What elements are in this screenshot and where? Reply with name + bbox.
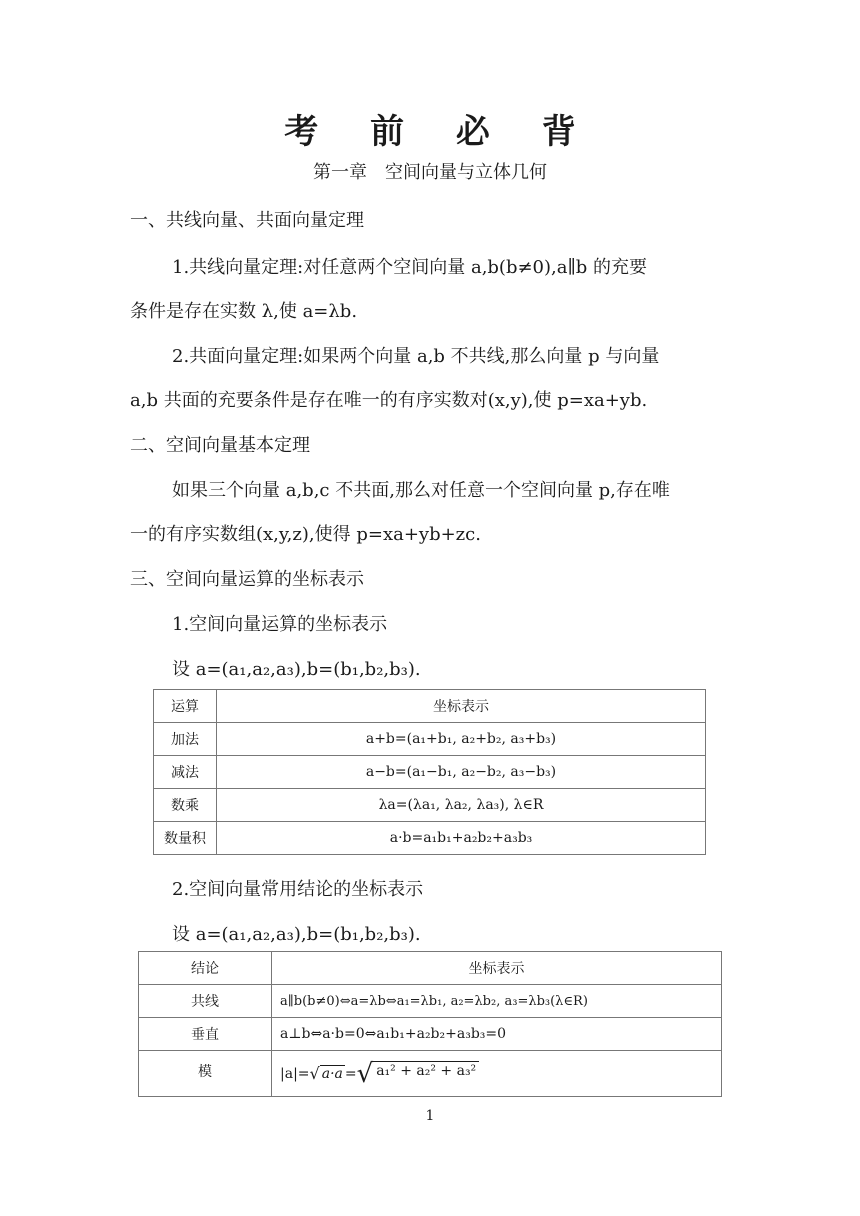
table-row <box>154 789 706 822</box>
section2-line2: 一的有序实数组(x,y,z),使得 p=xa+yb+zc. <box>130 524 481 545</box>
section1-heading: 一、共线向量、共面向量定理 <box>130 210 364 231</box>
section3-sub1: 1.空间向量运算的坐标表示 <box>172 614 388 635</box>
table-cell: 模 <box>139 1051 272 1097</box>
table-cell: 垂直 <box>139 1018 272 1051</box>
table-cell: a−b=(a₁−b₁, a₂−b₂, a₃−b₃) <box>217 756 706 789</box>
section1-item2-line2: a,b 共面的充要条件是存在唯一的有序实数对(x,y),使 p=xa+yb. <box>130 390 648 411</box>
conclusions-table <box>138 951 722 1097</box>
table-cell: 数乘 <box>154 789 217 822</box>
table-row <box>154 723 706 756</box>
page-number: 1 <box>425 1108 435 1124</box>
section1-item2-line1: 2.共面向量定理:如果两个向量 a,b 不共线,那么向量 p 与向量 <box>172 346 660 367</box>
section2-heading: 二、空间向量基本定理 <box>130 435 310 456</box>
table-row <box>139 985 722 1018</box>
table-cell: 加法 <box>154 723 217 756</box>
table-row <box>139 952 722 985</box>
table-header-cell: 坐标表示 <box>217 690 706 723</box>
table-header-cell: 坐标表示 <box>272 952 722 985</box>
table-row <box>154 690 706 723</box>
table-header-cell: 运算 <box>154 690 217 723</box>
section3-setup1: 设 a=(a₁,a₂,a₃),b=(b₁,b₂,b₃). <box>172 659 421 680</box>
section3-sub2: 2.空间向量常用结论的坐标表示 <box>172 879 424 900</box>
table-cell: a+b=(a₁+b₁, a₂+b₂, a₃+b₃) <box>217 723 706 756</box>
table-cell: a⊥b⇔a·b=0⇔a₁b₁+a₂b₂+a₃b₃=0 <box>272 1018 722 1051</box>
table-cell: a·b=a₁b₁+a₂b₂+a₃b₃ <box>217 822 706 855</box>
table-row <box>139 1051 722 1097</box>
page-title: 考 前 必 背 <box>284 112 596 152</box>
table-cell: a∥b(b≠0)⇔a=λb⇔a₁=λb₁, a₂=λb₂, a₃=λb₃(λ∈R) <box>272 985 722 1018</box>
section1-item1-line2: 条件是存在实数 λ,使 a=λb. <box>130 301 358 322</box>
chapter-heading: 第一章 空间向量与立体几何 <box>313 162 547 183</box>
sqrt-radicand: a₁² + a₂² + a₃² <box>373 1061 479 1087</box>
sqrt-radicand: a·a <box>321 1066 343 1082</box>
table-row <box>139 1018 722 1051</box>
table-row <box>154 822 706 855</box>
table-cell: 数量积 <box>154 822 217 855</box>
table-row <box>154 756 706 789</box>
modulus-formula-cell <box>272 1051 722 1097</box>
table-cell: 减法 <box>154 756 217 789</box>
operations-table <box>153 689 706 855</box>
table-cell: λa=(λa₁, λa₂, λa₃), λ∈R <box>217 789 706 822</box>
sqrt-icon: √ a₁² + a₂² + a₃² <box>357 1061 480 1087</box>
table-header-cell: 结论 <box>139 952 272 985</box>
modulus-prefix: |a|= <box>280 1065 310 1082</box>
section1-item1-line1: 1.共线向量定理:对任意两个空间向量 a,b(b≠0),a∥b 的充要 <box>172 257 648 278</box>
section3-heading: 三、空间向量运算的坐标表示 <box>130 569 364 590</box>
section2-line1: 如果三个向量 a,b,c 不共面,那么对任意一个空间向量 p,存在唯 <box>172 480 670 501</box>
equals-sign: = <box>344 1065 357 1082</box>
table-cell: 共线 <box>139 985 272 1018</box>
sqrt-icon: √ a·a <box>309 1064 343 1083</box>
section3-setup2: 设 a=(a₁,a₂,a₃),b=(b₁,b₂,b₃). <box>172 924 421 945</box>
